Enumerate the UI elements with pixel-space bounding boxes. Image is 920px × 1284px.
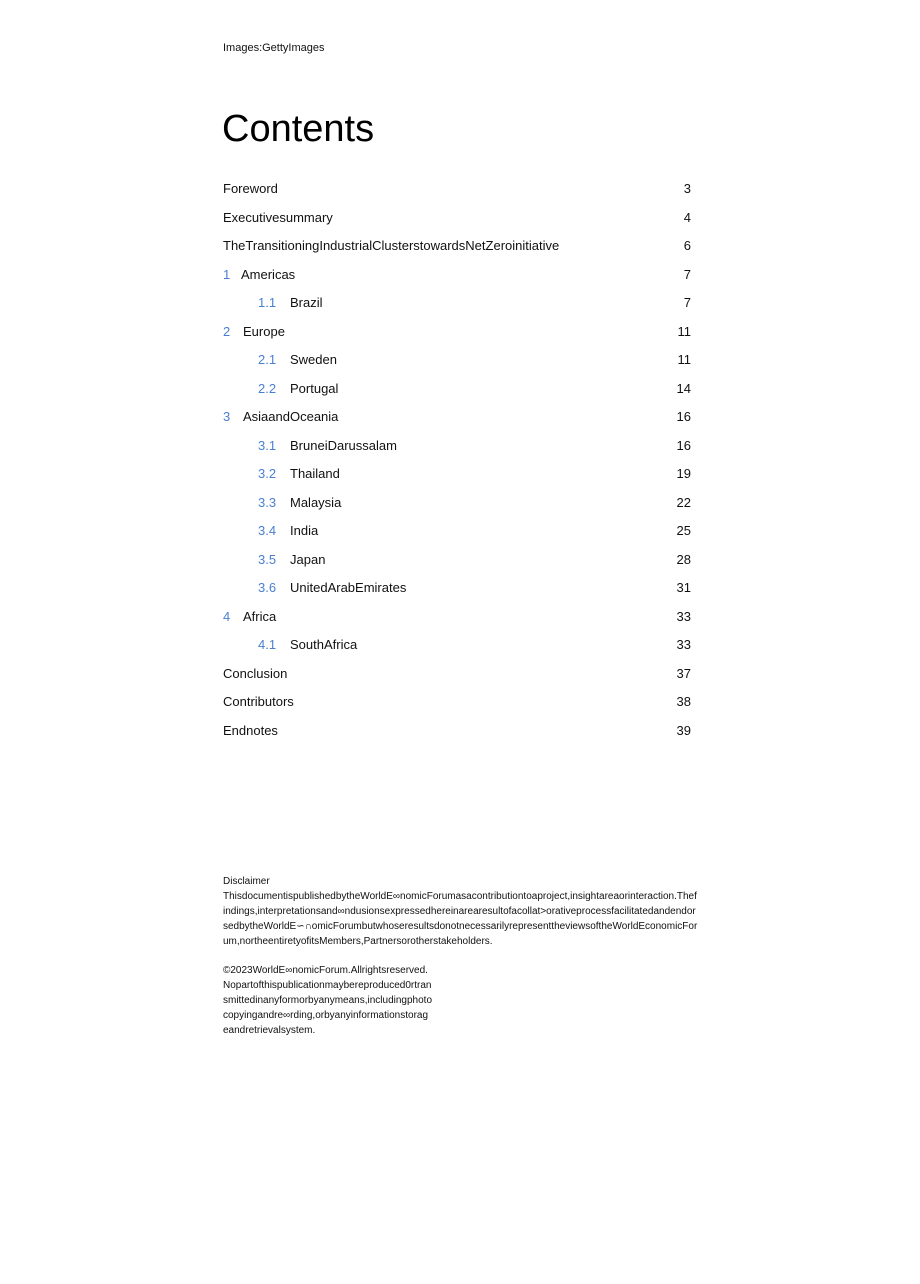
toc-entry-asia-oceania[interactable] — [223, 406, 691, 428]
toc-entry-label: Foreword — [223, 181, 278, 196]
toc-entry-label: SouthAfrica — [290, 637, 358, 652]
toc-entry-label: Portugal — [290, 380, 339, 396]
toc-entry-number: 3.5 — [258, 551, 277, 567]
toc-entry-brazil[interactable] — [223, 292, 691, 314]
page-title: Contents — [222, 108, 375, 150]
toc-entry-page: 3 — [683, 181, 691, 196]
toc-entry-number: 3 — [223, 409, 231, 424]
toc-entry-page: 11 — [677, 352, 691, 367]
toc-entry-label: BruneiDarussalam — [290, 437, 397, 453]
toc-entry-page: 25 — [676, 523, 691, 538]
toc-entry-number: 3.3 — [258, 494, 277, 510]
toc-entry-page: 11 — [677, 323, 691, 339]
toc-entry-number: 2.2 — [258, 380, 277, 396]
disclaimer — [223, 874, 698, 949]
toc-entry-number: 4 — [223, 608, 231, 624]
toc-entry-sweden[interactable] — [223, 349, 691, 371]
toc-entry-page: 28 — [676, 551, 691, 567]
toc-entry-number: 4.1 — [258, 637, 277, 652]
toc-entry-page: 22 — [676, 494, 691, 510]
toc-entry-label: Americas — [241, 266, 296, 282]
toc-entry-initiative[interactable] — [223, 235, 691, 257]
toc-entry-foreword[interactable] — [223, 178, 691, 200]
toc-entry-page: 6 — [683, 238, 691, 253]
toc-entry-number: 2.1 — [258, 352, 277, 367]
toc-entry-label: Malaysia — [290, 494, 342, 510]
toc-entry-label: Executivesummary — [223, 209, 333, 225]
toc-entry-label: Endnotes — [223, 722, 278, 738]
toc-entry-number: 3.6 — [258, 580, 277, 595]
toc-entry-contributors[interactable] — [223, 691, 691, 713]
toc-entry-page: 33 — [676, 637, 691, 652]
toc-entry-label: AsiaandOceania — [243, 409, 339, 424]
toc-entry-thailand[interactable] — [223, 463, 691, 485]
toc-entry-label: Africa — [243, 608, 277, 624]
toc-entry-number: 1 — [223, 266, 231, 282]
toc-entry-page: 38 — [676, 694, 691, 709]
toc-entry-executive-summary[interactable] — [223, 207, 691, 229]
toc-entry-page: 7 — [683, 295, 691, 310]
toc-entry-page: 31 — [676, 580, 691, 595]
toc-entry-label: Brazil — [290, 295, 323, 310]
toc-entry-malaysia[interactable] — [223, 492, 691, 514]
toc-entry-brunei[interactable] — [223, 435, 691, 457]
toc-entry-japan[interactable] — [223, 549, 691, 571]
toc-entry-endnotes[interactable] — [223, 720, 691, 742]
toc-entry-uae[interactable] — [223, 577, 691, 599]
toc-entry-number: 3.2 — [258, 466, 277, 481]
toc-entry-page: 16 — [676, 437, 691, 453]
toc-entry-india[interactable] — [223, 520, 691, 542]
toc-entry-page: 16 — [676, 409, 691, 424]
toc-entry-europe[interactable] — [223, 321, 691, 343]
toc-entry-page: 4 — [683, 209, 691, 225]
toc-entry-number: 3.1 — [258, 437, 277, 453]
disclaimer-heading: Disclaimer — [223, 876, 270, 887]
toc-entry-page: 37 — [676, 665, 691, 681]
image-credit: Images:GettyImages — [223, 42, 325, 54]
toc-entry-label: India — [290, 523, 319, 538]
toc-entry-page: 7 — [683, 266, 691, 282]
toc-entry-south-africa[interactable] — [223, 634, 691, 656]
toc-entry-number: 1.1 — [258, 295, 277, 310]
copyright-notice: ©2023WorldE∞nomicForum.Allrightsreserved.Nopartofthispublicationmaybereproduced0rtransmittedinanyformorbyanymeans,includingphotocopyingandre∞rding,orbyanyinformationstorageandretrievalsystem. — [223, 965, 433, 1036]
toc-entry-label: Europe — [243, 323, 285, 339]
toc-entry-label: Conclusion — [223, 665, 288, 681]
toc-entry-page: 33 — [676, 608, 691, 624]
toc-entry-label: Sweden — [290, 352, 337, 367]
toc-entry-africa[interactable] — [223, 606, 691, 628]
toc-entry-portugal[interactable] — [223, 378, 691, 400]
toc-entry-label: TheTransitioningIndustrialClusterstowardsNetZeroinitiative — [223, 238, 560, 253]
toc-entry-label: Contributors — [223, 694, 294, 709]
toc-entry-conclusion[interactable] — [223, 663, 691, 685]
toc-entry-label: Thailand — [290, 466, 340, 481]
toc-entry-number: 2 — [223, 323, 231, 339]
toc-entry-page: 19 — [676, 466, 691, 481]
toc-entry-americas[interactable] — [223, 264, 691, 286]
toc-entry-page: 14 — [676, 380, 691, 396]
disclaimer-body: ThisdocumentispublishedbytheWorldE∞nomicForumasacontributiontoaproject,insightareaorinteraction.Thefindings,interpretationsand∞ndusionsexpressedhereinarearesultofacollat>orativeprocessfacilitatedandendorsedbytheWorldE∽∩omicForumbutwhoseresultsdonotnecessarilyrepresenttheviewsoftheWorldEconomicForum,northeentiretyofitsMembers,Partnersorotherstakeholders. — [223, 891, 698, 947]
toc-entry-label: UnitedArabEmirates — [290, 580, 407, 595]
toc-entry-label: Japan — [290, 551, 326, 567]
toc-entry-page: 39 — [676, 722, 691, 738]
toc-entry-number: 3.4 — [258, 523, 277, 538]
